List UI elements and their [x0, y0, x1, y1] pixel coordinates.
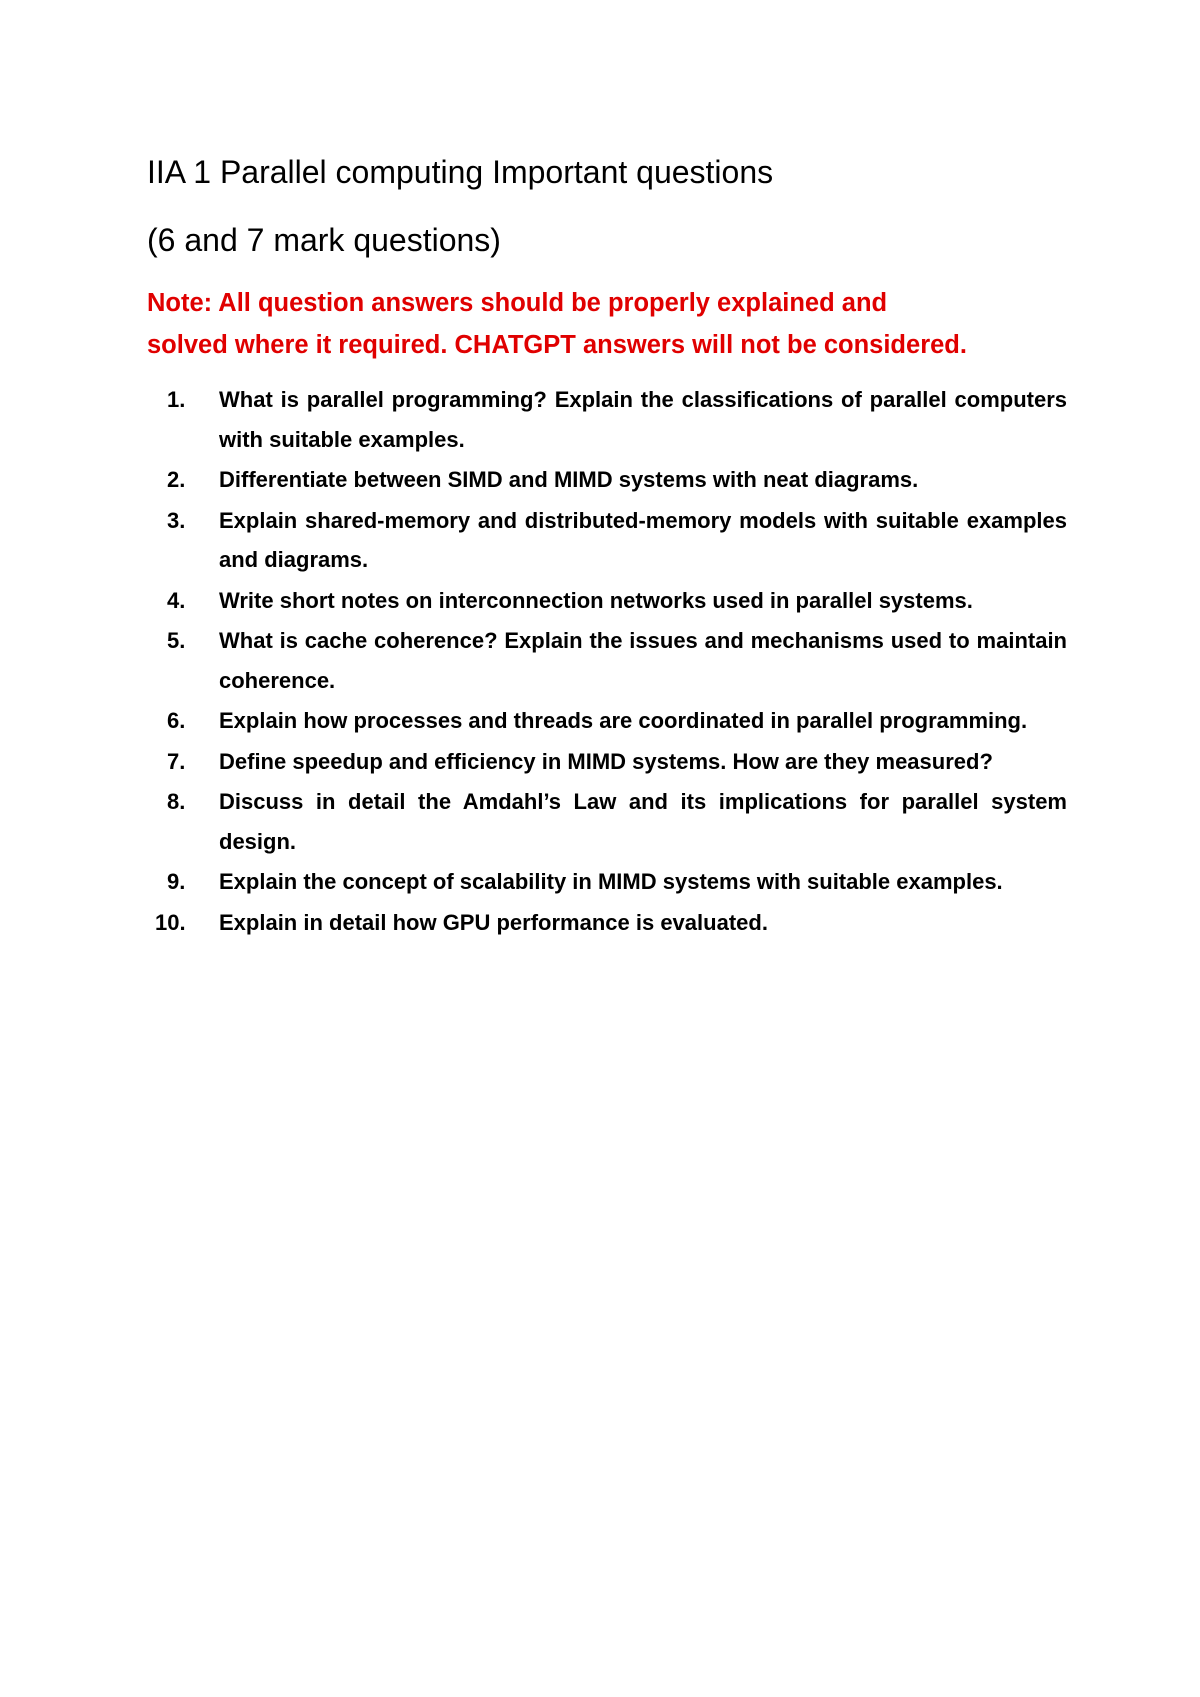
question-text: What is parallel programming? Explain the classifications of parallel computers with suitable examples. [219, 387, 1067, 452]
question-number: 4. [167, 587, 186, 613]
question-text: Write short notes on interconnection networks used in parallel systems. [219, 587, 973, 613]
question-item [147, 903, 1067, 943]
question-number: 9. [167, 869, 186, 894]
note-warning [147, 282, 1077, 366]
question-item [147, 460, 1067, 500]
question-number: 7. [167, 748, 186, 774]
question-item [147, 701, 1067, 741]
question-item [147, 862, 1067, 902]
question-number: 10. [155, 909, 186, 935]
question-text: Explain how processes and threads are coordinated in parallel programming. [219, 708, 1028, 733]
question-text: Discuss in detail the Amdahl’s Law and its implications for parallel system design. [219, 789, 1067, 854]
document-subtitle: (6 and 7 mark questions) [147, 222, 501, 258]
question-number: 6. [167, 708, 186, 733]
question-text: Explain shared-memory and distributed-memory models with suitable examples and diagrams. [219, 507, 1067, 572]
question-item [147, 581, 1067, 621]
question-number: 3. [167, 507, 186, 533]
question-number: 8. [167, 789, 186, 814]
question-list [147, 380, 1067, 943]
question-item [147, 621, 1067, 700]
question-text: Define speedup and efficiency in MIMD systems. How are they measured? [219, 748, 993, 774]
question-number: 2. [167, 467, 186, 492]
question-item [147, 782, 1067, 861]
question-text: What is cache coherence? Explain the issues and mechanisms used to maintain coherence. [219, 628, 1067, 693]
question-item [147, 380, 1067, 459]
question-text: Differentiate between SIMD and MIMD systems with neat diagrams. [219, 467, 919, 492]
note-line-1: Note: All question answers should be properly explained and [147, 289, 888, 317]
question-text: Explain in detail how GPU performance is evaluated. [219, 909, 768, 935]
question-item [147, 501, 1067, 580]
question-text: Explain the concept of scalability in MIMD systems with suitable examples. [219, 869, 1003, 894]
note-line-2: solved where it required. CHATGPT answers will not be considered. [147, 331, 967, 359]
question-number: 1. [167, 387, 186, 412]
question-item [147, 742, 1067, 782]
document-title: IIA 1 Parallel computing Important questions [147, 154, 774, 190]
question-number: 5. [167, 628, 186, 653]
